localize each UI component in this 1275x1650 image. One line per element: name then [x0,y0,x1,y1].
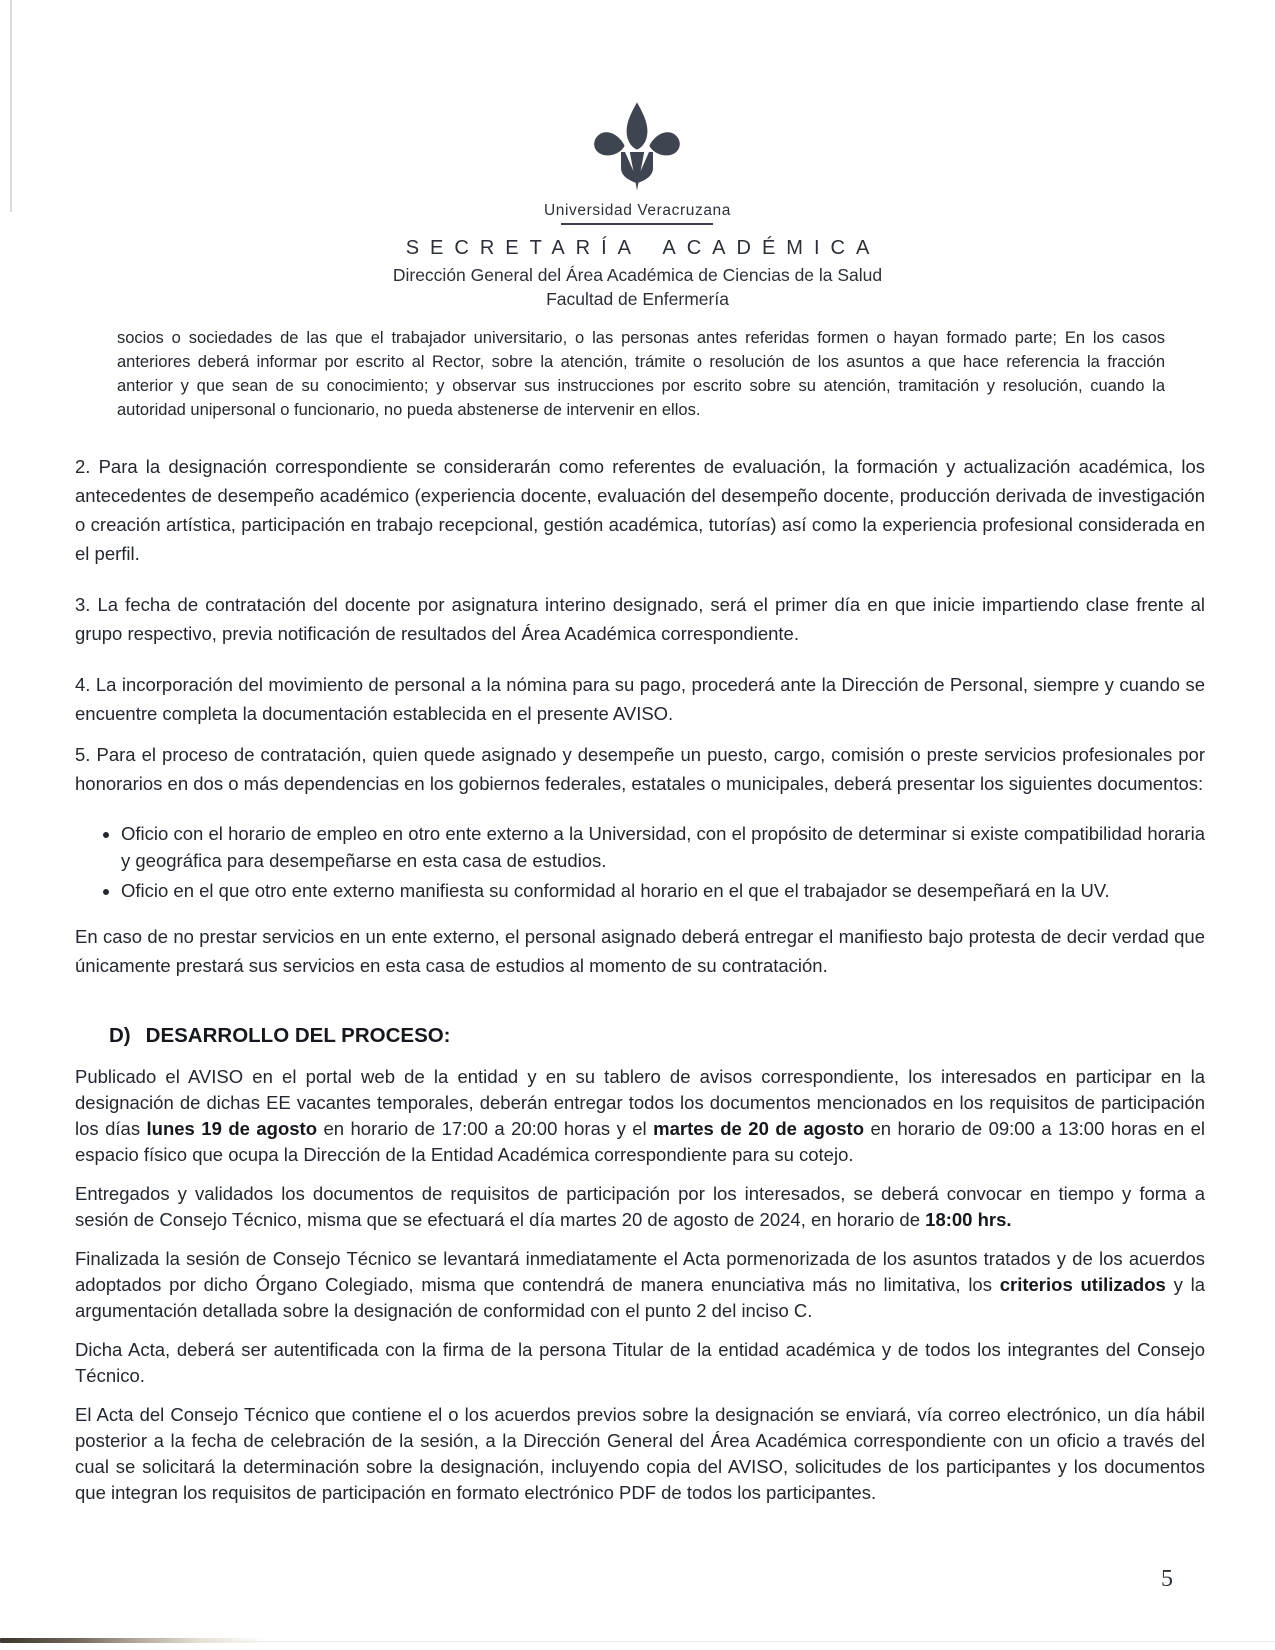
section-d-paragraph-1 [75,1064,1205,1168]
paragraph-5: 5. Para el proceso de contratación, quien quede asignado y desempeñe un puesto, cargo, comisión o preste servicios profesionales por honorarios en dos o más dependencias en los gobiernos federales, estatales o municipales, deberá presentar los siguientes documentos: [75,744,1205,794]
page-number: 5 [1161,1566,1173,1592]
section-d-paragraph-2 [75,1181,1205,1233]
section-d-heading [75,1024,1205,1048]
section-d-paragraph-3 [75,1246,1205,1324]
scan-artifact-bottom-smudge [0,1638,265,1643]
paragraph-4: 4. La incorporación del movimiento de personal a la nómina para su pago, procederá ante la Dirección de Personal, siempre y cuando se encuentre completa la documentación establecida en el presente AVISO. [75,674,1205,724]
quoted-fragment: socios o sociedades de las que el trabajador universitario, o las personas antes referidas formen o hayan formado parte; En los casos anteriores deberá informar por escrito al Rector, sobre la atención, trámite o resolución de los asuntos a que hace referencia la fracción anterior y que sean de su conocimiento; y observar sus instrucciones por escrito sobre su atención, tramitación y resolución, cuando la autoridad unipersonal o funcionario, no pueda abstenerse de intervenir en ellos. [117,329,1165,419]
document-header [0,0,1275,310]
text-run: en horario de 17:00 a 20:00 horas y el [317,1118,654,1139]
scan-artifact-left-edge [10,0,12,212]
text-run: y la argumentación detallada sobre la designación de conformidad con el punto 2 del inciso C. [75,1274,1205,1321]
org-faculty-line: Facultad de Enfermería [546,289,729,309]
requirements-bullet-list [75,820,1205,904]
document-body [0,326,1275,1506]
logo-underline [561,223,713,225]
paragraph-2: 2. Para la designación correspondiente se considerarán como referentes de evaluación, la formación y actualización académica, los antecedentes de desempeño académico (experiencia docente, evaluación del desempeño docente, producción derivada de investigación o creación artística, participación en trabajo recepcional, gestión académica, tutorías) así como la experiencia profesional considerada en el perfil. [75,456,1205,564]
bold-time: 18:00 hrs. [925,1209,1012,1230]
text-run: Publicado el AVISO en el portal web de la entidad y en su tablero de avisos correspondiente, los interesados en participar en la designación de dichas EE vacantes temporales, deberán entregar todos los documentos mencionados en los requisitos de participación los días [75,1066,1205,1139]
bullet-item-oficio-horario: • Oficio con el horario de empleo en otro ente externo a la Universidad, con el propósito de determinar si existe compatibilidad horaria y geográfica para desempeñarse en esta casa de estudios. [121,820,1205,874]
org-direction-line: Dirección General del Área Académica de Ciencias de la Salud [392,265,883,285]
bold-criterios: criterios utilizados [999,1274,1166,1295]
text-run: Entregados y validados los documentos de requisitos de participación por los interesados, se deberá convocar en tiempo y forma a sesión de Consejo Técnico, misma que se efectuará el día martes 20 de agosto de 2024, en horario de [75,1183,1205,1230]
logo-caption: Universidad Veracruzana [544,202,731,219]
section-d-paragraph-5: El Acta del Consejo Técnico que contiene el o los acuerdos previos sobre la designación se enviará, vía correo electrónico, un día hábil posterior a la fecha de celebración de la sesión, a la Dirección General del Área Académica correspondiente con un oficio a través del cual se solicitará la determinación sobre la designación, incluyendo copia del AVISO, solicitudes de los participantes y los documentos que integran los requisitos de participación en formato electrónico PDF de todos los participantes. [75,1404,1205,1503]
paragraph-6: En caso de no prestar servicios en un ente externo, el personal asignado deberá entregar el manifiesto bajo protesta de decir verdad que únicamente prestará sus servicios en esta casa de estudios al momento de su contratación. [75,926,1205,976]
text-run: Finalizada la sesión de Consejo Técnico se levantará inmediatamente el Acta pormenorizada de los asuntos tratados y de los acuerdos adoptados por dicho Órgano Colegiado, misma que contendrá de manera enunciativa más no limitativa, los [75,1248,1205,1295]
org-title: SECRETARÍA ACADÉMICA [405,237,881,259]
bullet-item-oficio-conformidad: • Oficio en el que otro ente externo manifiesta su conformidad al horario en el que el trabajador se desempeñará en la UV. [121,877,1205,904]
paragraph-3: 3. La fecha de contratación del docente por asignatura interino designado, será el primer día en que inicie impartiendo clase frente al grupo respectivo, previa notificación de resultados del Área Académica correspondiente. [75,594,1205,644]
fleur-de-lis-icon [589,100,685,196]
section-d-title: DESARROLLO DEL PROCESO: [145,1024,451,1047]
bold-date-martes: martes de 20 de agosto [653,1118,865,1139]
text-run: en horario de 09:00 a 13:00 horas en el espacio físico que ocupa la Dirección de la Entidad Académica correspondiente para su cotejo. [75,1118,1205,1165]
bold-date-lunes: lunes 19 de agosto [146,1118,318,1139]
section-d-letter: D) [109,1024,131,1047]
universidad-veracruzana-logo [544,100,731,225]
section-d-paragraph-4: Dicha Acta, deberá ser autentificada con la firma de la persona Titular de la entidad académica y de todos los integrantes del Consejo Técnico. [75,1339,1205,1386]
